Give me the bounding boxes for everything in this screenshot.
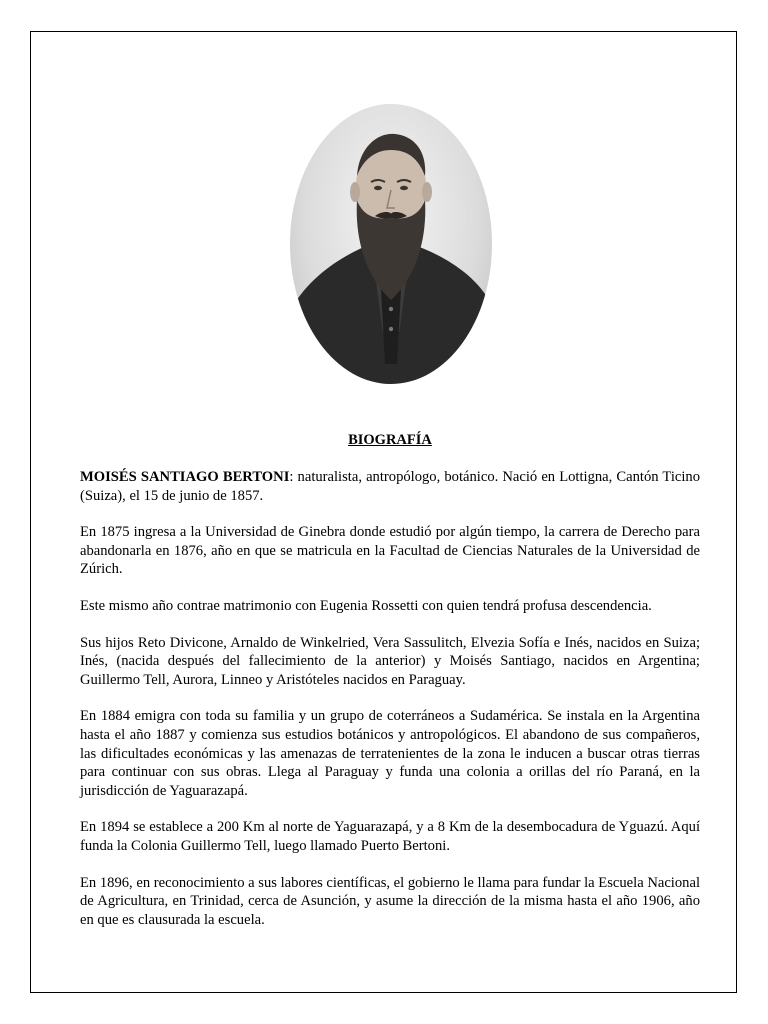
portrait-illustration — [290, 104, 492, 384]
paragraph: En 1896, en reconocimiento a sus labores científicas, el gobierno le llama para fundar la Escuela Nacional de Agricultura, en Trinidad, cerca de Asunción, y asume la dirección de la misma hasta el año 1906, año en que es clausurada la escuela. — [80, 874, 700, 928]
biography-body — [80, 468, 700, 947]
paragraph: En 1884 emigra con toda su familia y un grupo de coterráneos a Sudamérica. Se instala en la Argentina hasta el año 1887 y comienza sus estudios botánicos y antropológicos. El abandono de sus compañeros, las dificultades económicas y las amenazas de terratenientes de la zona le inducen a buscar otras tierras para continuar con sus obras. Llega al Paraguay y funda una colonia a orillas del río Paraná, en la jurisdicción de Yaguarazapá. — [80, 708, 700, 799]
paragraph: En 1894 se establece a 200 Km al norte de Yaguarazapá, y a 8 Km de la desembocadura de Yguazú. Aquí funda la Colonia Guillermo Tell, luego llamado Puerto Bertoni. — [80, 819, 700, 854]
paragraph: En 1875 ingresa a la Universidad de Ginebra donde estudió por algún tiempo, la carrera de Derecho para abandonarla en 1876, año en que se matricula en la Facultad de Ciencias Naturales de la Universidad de Zúrich. — [80, 524, 700, 578]
intro-text: : naturalista, antropólogo, botánico. Nació en Lottigna, Cantón Ticino (Suiza), el 15 de junio de 1857. — [80, 469, 700, 504]
subject-name: MOISÉS SANTIAGO BERTONI — [80, 469, 290, 485]
paragraph: Este mismo año contrae matrimonio con Eugenia Rossetti con quien tendrá profusa descendencia. — [80, 597, 652, 614]
paragraph: Sus hijos Reto Divicone, Arnaldo de Winkelried, Vera Sassulitch, Elvezia Sofía e Inés, nacidos en Suiza; Inés, (nacida después del fallecimiento de la anterior) y Moisés Santiago, nacidos en Argentina; Guillermo Tell, Aurora, Linneo y Aristóteles nacidos en Paraguay. — [80, 634, 700, 688]
page-title: BIOGRAFÍA — [348, 432, 432, 448]
portrait-photo — [290, 104, 492, 384]
intro-paragraph — [80, 468, 700, 505]
